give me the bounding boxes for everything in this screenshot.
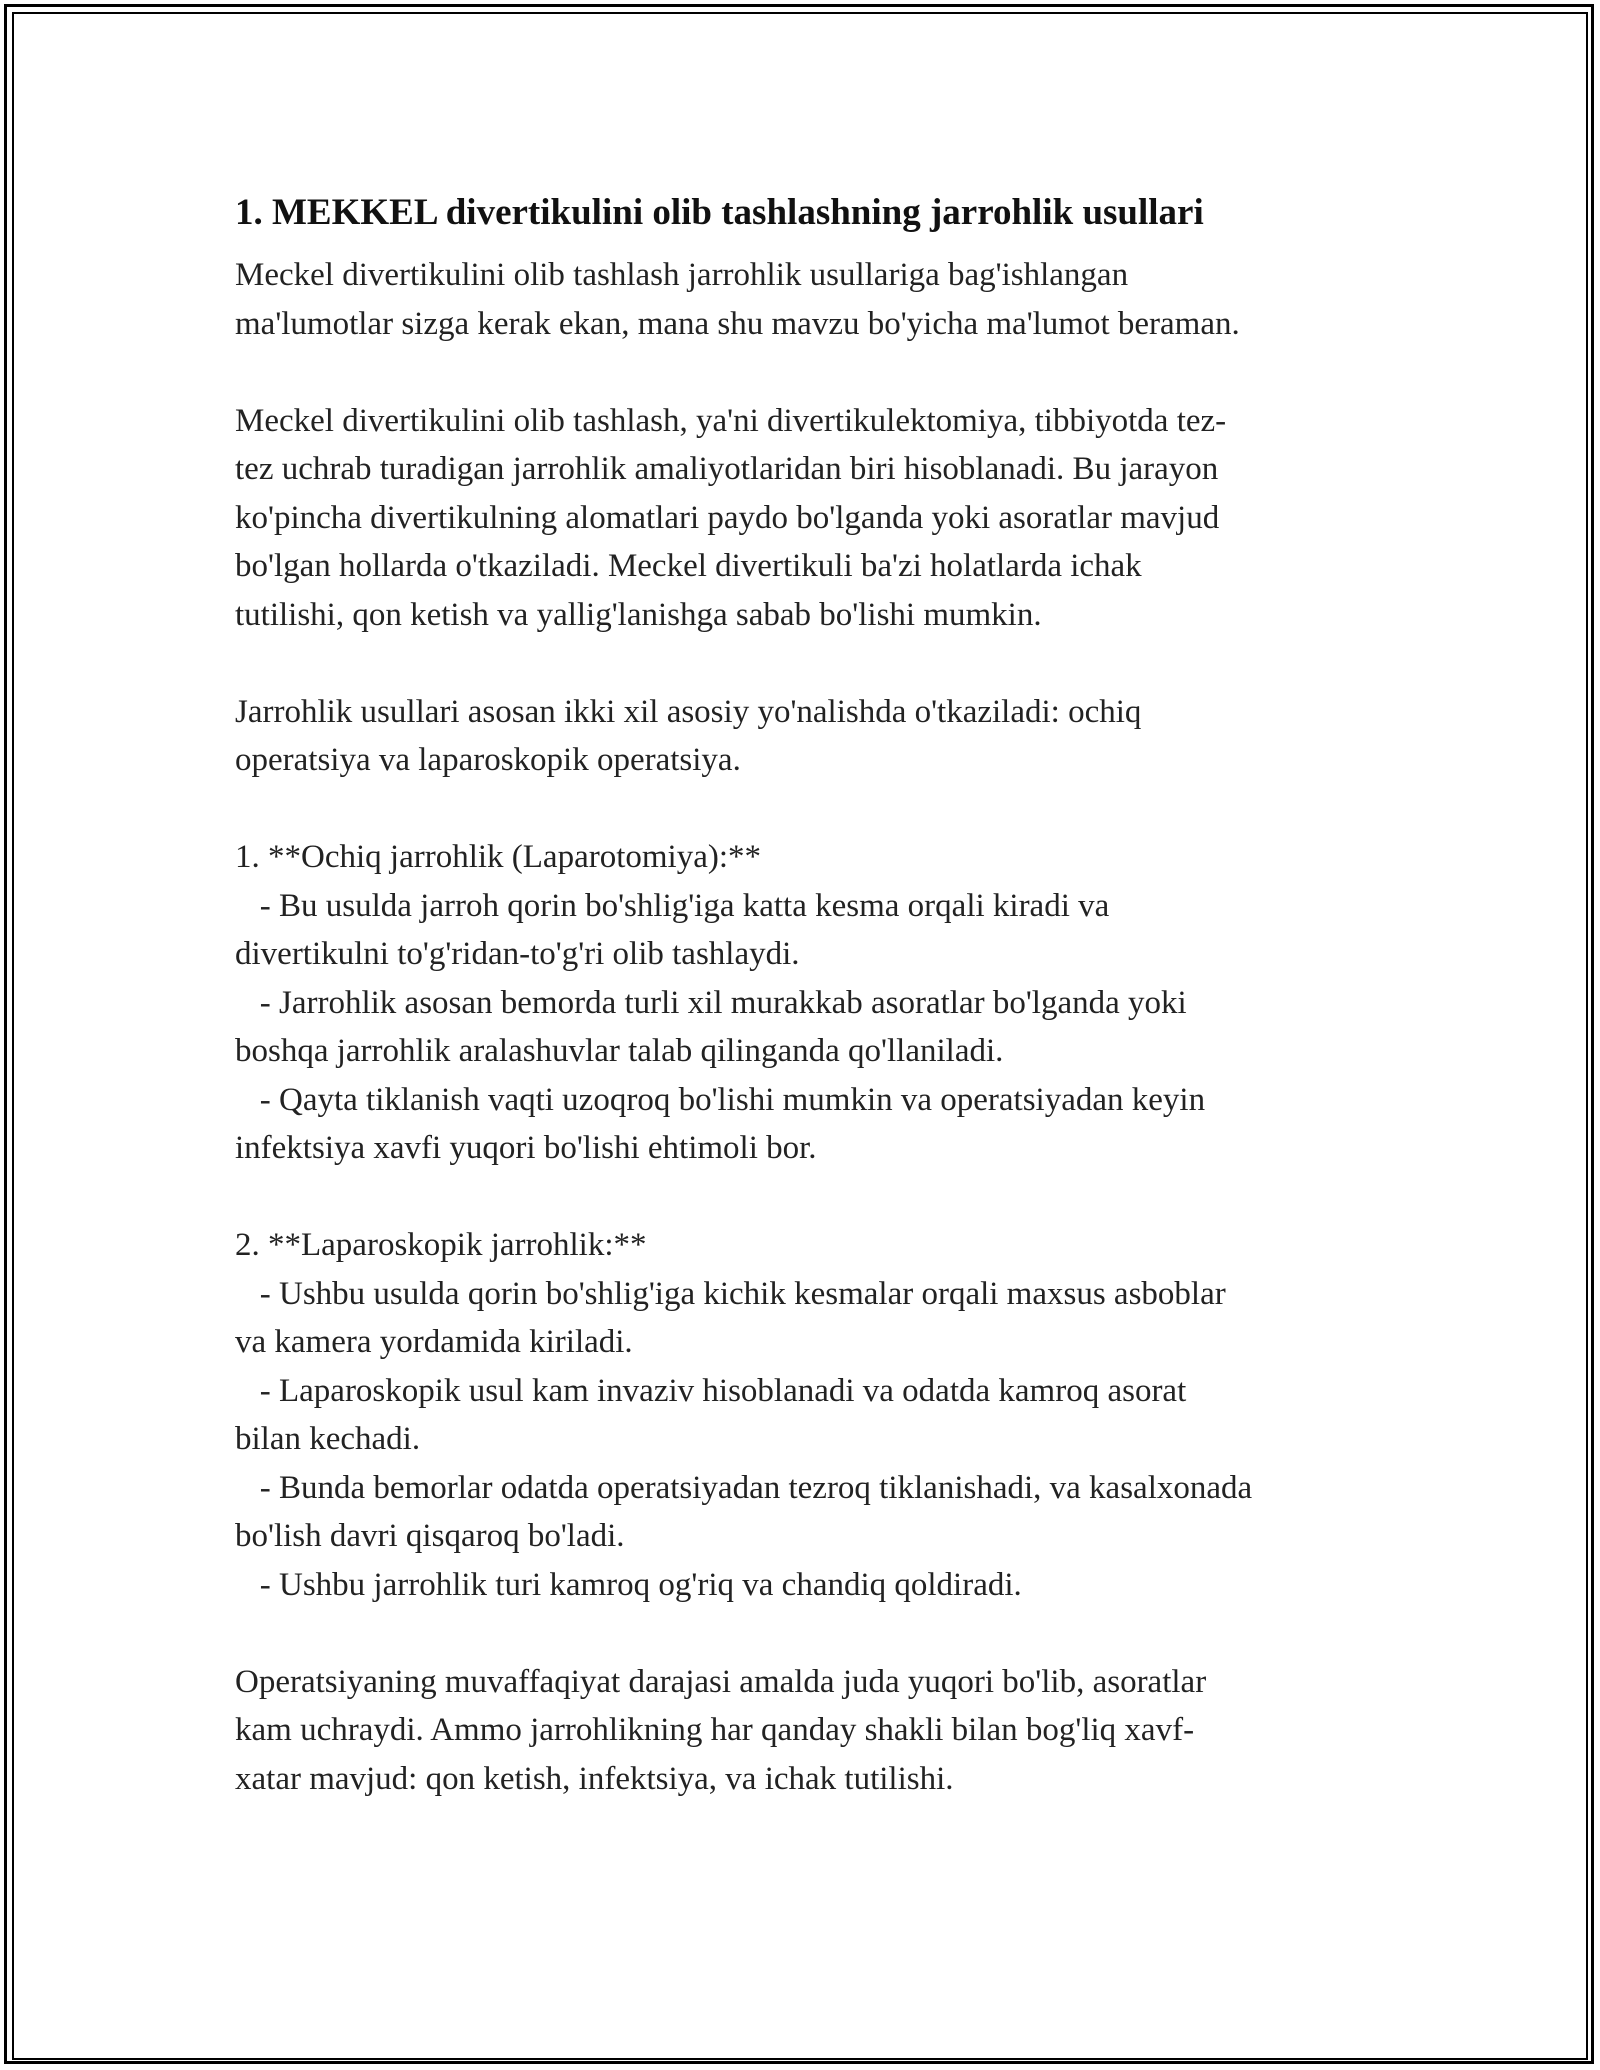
- list-item: infektsiya xavfi yuqori bo'lishi ehtimoli bor.: [235, 1130, 817, 1166]
- text-line: Meckel divertikulini olib tashlash jarrohlik usullariga bag'ishlangan: [235, 257, 1129, 293]
- list-item: divertikulni to'g'ridan-to'g'ri olib tashlaydi.: [235, 936, 800, 972]
- text-line: Meckel divertikulini olib tashlash, ya'ni divertikulektomiya, tibbiyotda tez-: [235, 402, 1227, 439]
- text-line: bo'lgan hollarda o'tkaziladi. Meckel divertikuli ba'zi holatlarda ichak: [235, 548, 1142, 584]
- text-line: tez uchrab turadigan jarrohlik amaliyotlaridan biri hisoblanadi. Bu jarayon: [235, 451, 1219, 487]
- paragraph-methods-overview: [235, 688, 1385, 785]
- text-line: xatar mavjud: qon ketish, infektsiya, va ichak tutilishi.: [235, 1760, 954, 1797]
- list-item: bilan kechadi.: [235, 1421, 421, 1457]
- text-line: kam uchraydi. Ammo jarrohlikning har qanday shakli bilan bog'liq xavf-: [235, 1712, 1195, 1748]
- list-item: va kamera yordamida kiriladi.: [235, 1324, 633, 1360]
- text-line: operatsiya va laparoskopik operatsiya.: [235, 742, 741, 778]
- list-item: - Jarrohlik asosan bemorda turli xil murakkab asoratlar bo'lganda yoki: [235, 984, 1187, 1021]
- text-line: tutilishi, qon ketish va yallig'lanishga sabab bo'lishi mumkin.: [235, 596, 1042, 633]
- text-line: ko'pincha divertikulning alomatlari paydo bo'lganda yoki asoratlar mavjud: [235, 499, 1220, 536]
- paragraph-intro: [235, 251, 1385, 348]
- section-open-surgery: [235, 833, 1385, 1173]
- list-item: - Laparoskopik usul kam invaziv hisoblanadi va odatda kamroq asorat: [235, 1372, 1187, 1409]
- section-laparoscopic-surgery: [235, 1221, 1385, 1609]
- text-line: Operatsiyaning muvaffaqiyat darajasi amalda juda yuqori bo'lib, asoratlar: [235, 1663, 1207, 1700]
- list-item: - Ushbu jarrohlik turi kamroq og'riq va chandiq qoldiradi.: [235, 1566, 1022, 1603]
- list-item: - Ushbu usulda qorin bo'shlig'iga kichik kesmalar orqali maxsus asboblar: [235, 1275, 1226, 1312]
- list-item: - Bunda bemorlar odatda operatsiyadan tezroq tiklanishadi, va kasalxonada: [235, 1469, 1253, 1506]
- list-item: boshqa jarrohlik aralashuvlar talab qilinganda qo'llaniladi.: [235, 1033, 1004, 1069]
- document-title: 1. MEKKEL divertikulini olib tashlashning jarrohlik usullari: [235, 192, 1204, 233]
- text-line: ma'lumotlar sizga kerak ekan, mana shu mavzu bo'yicha ma'lumot beraman.: [235, 305, 1240, 342]
- list-item: bo'lish davri qisqaroq bo'ladi.: [235, 1518, 625, 1554]
- text-line: Jarrohlik usullari asosan ikki xil asosiy yo'nalishda o'tkaziladi: ochiq: [235, 693, 1142, 730]
- paragraph-description: [235, 397, 1385, 640]
- document-body: [235, 185, 1385, 1803]
- section-heading: 1. **Ochiq jarrohlik (Laparotomiya):**: [235, 839, 762, 875]
- paragraph-conclusion: [235, 1658, 1385, 1804]
- section-heading: 2. **Laparoskopik jarrohlik:**: [235, 1227, 647, 1263]
- list-item: - Bu usulda jarroh qorin bo'shlig'iga katta kesma orqali kiradi va: [235, 887, 1110, 924]
- list-item: - Qayta tiklanish vaqti uzoqroq bo'lishi mumkin va operatsiyadan keyin: [235, 1081, 1206, 1118]
